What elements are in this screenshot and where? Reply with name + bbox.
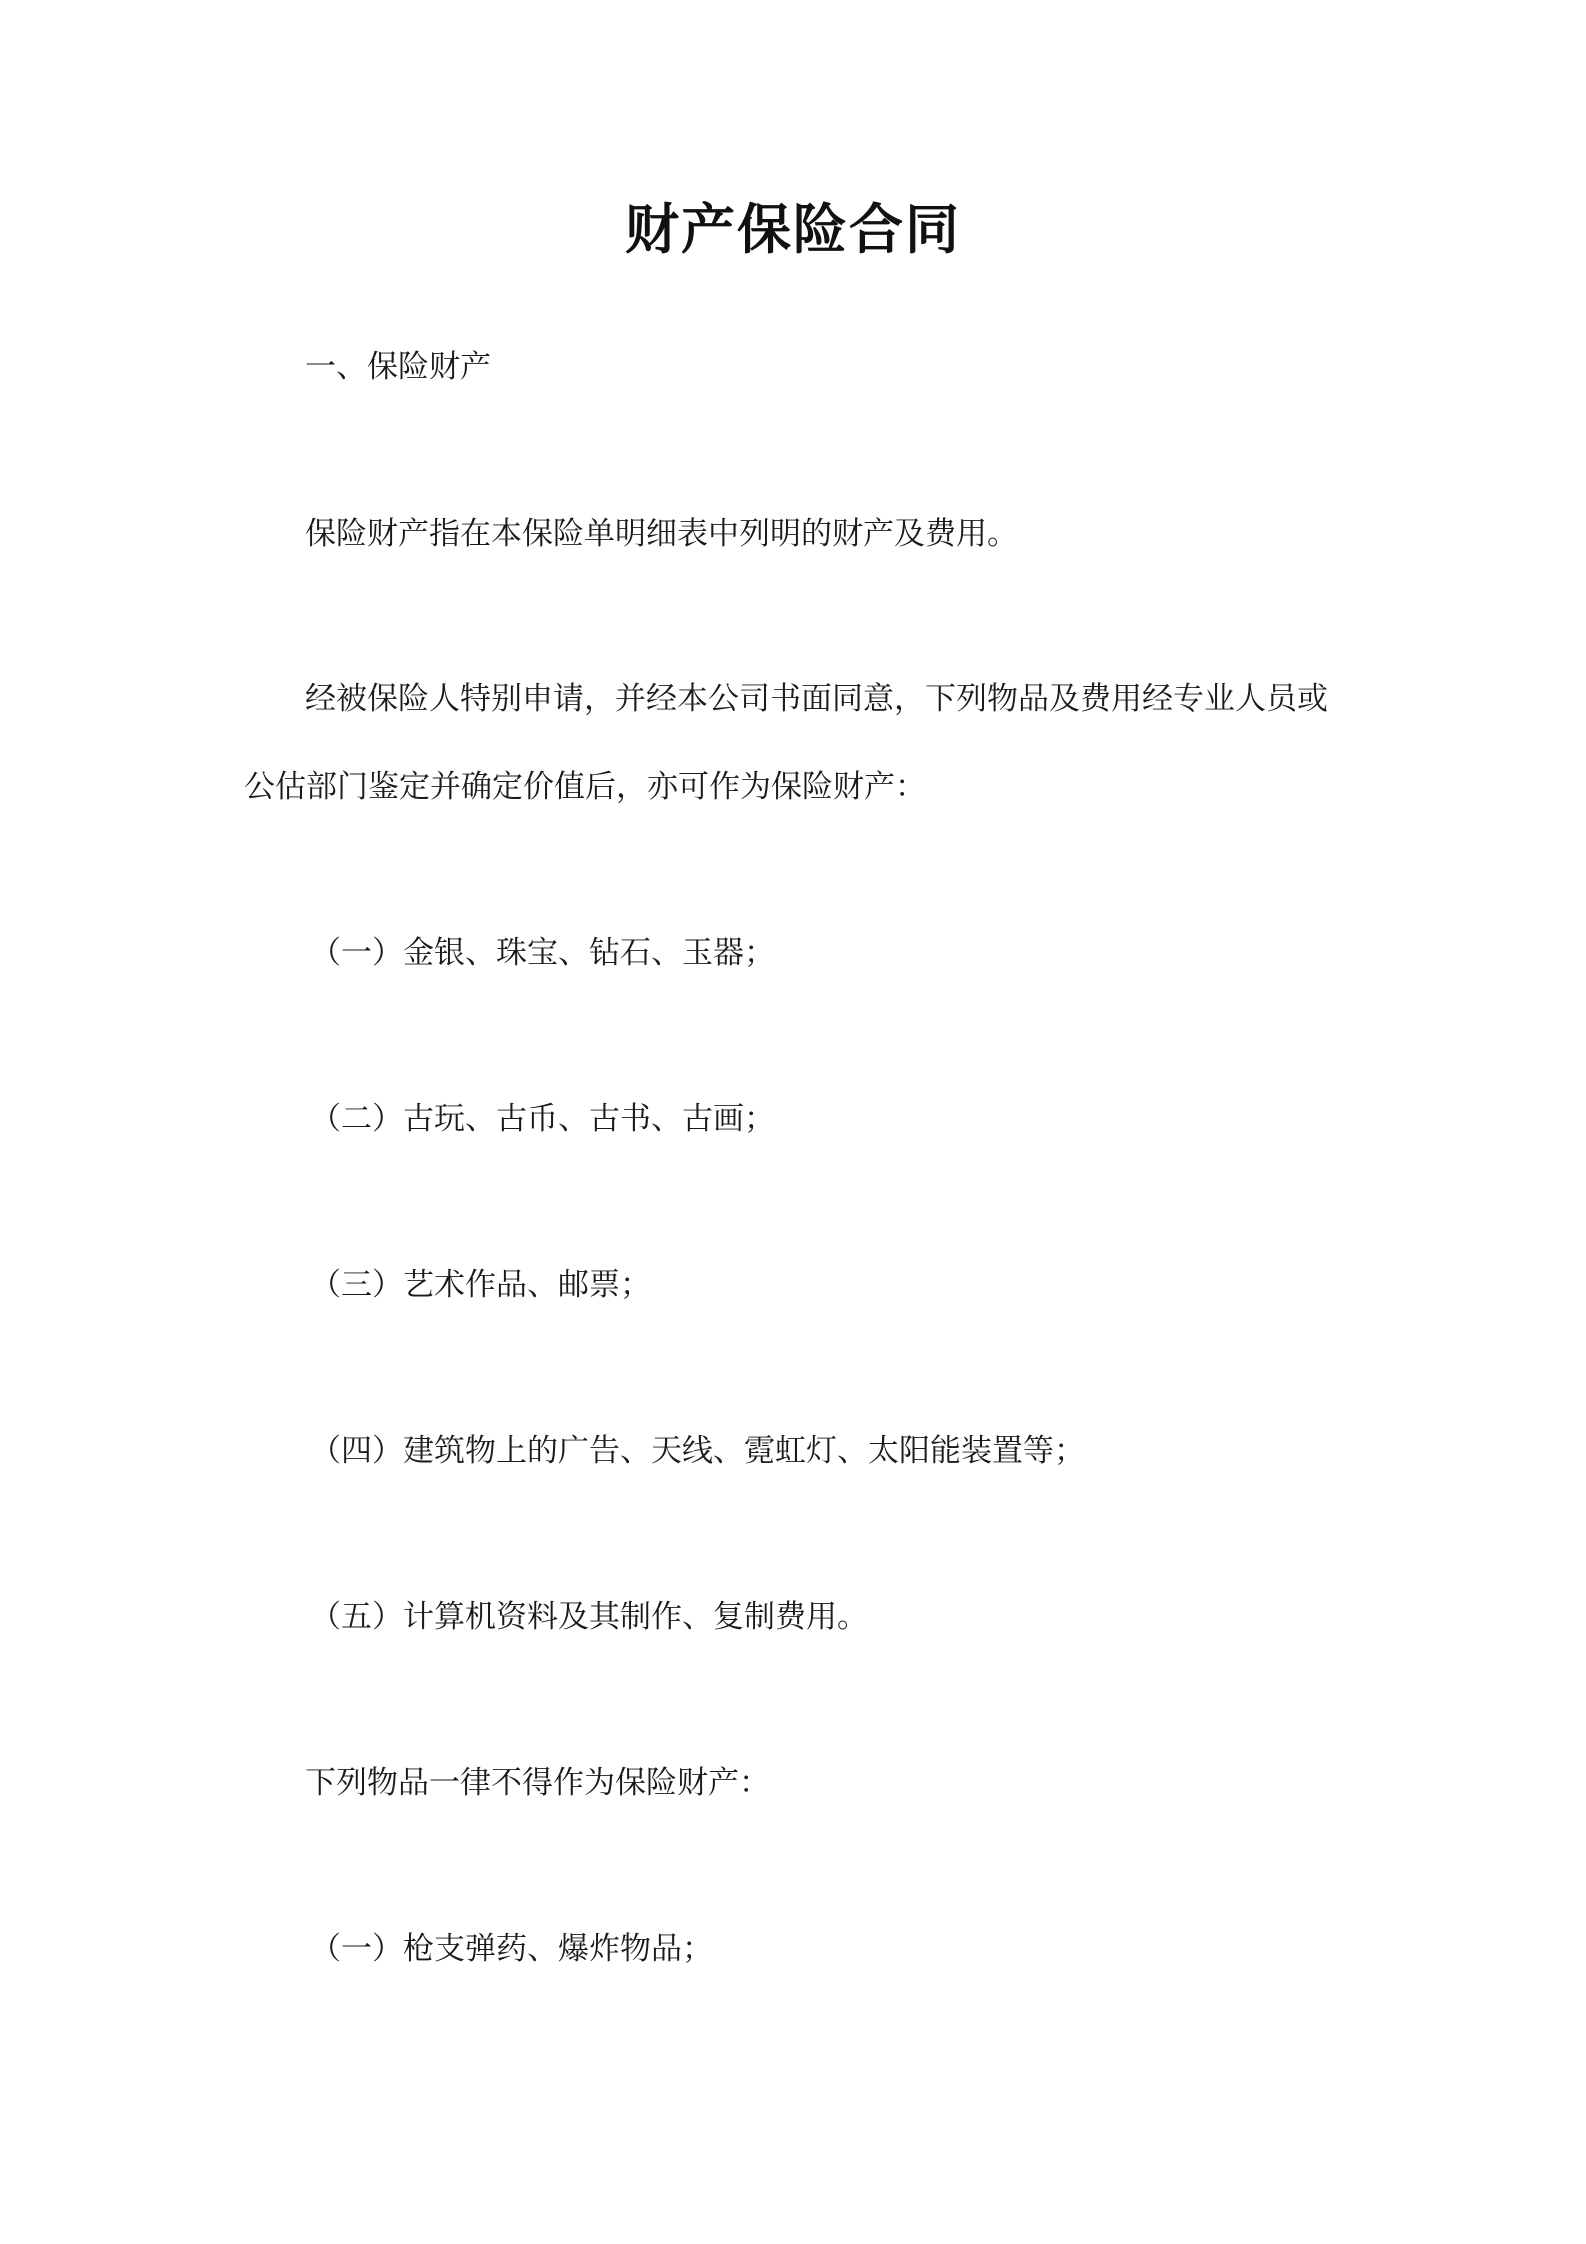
excluded-heading: 下列物品一律不得作为保险财产： <box>305 1765 770 1801</box>
special-item: （五）计算机资料及其制作、复制费用。 <box>310 1599 868 1635</box>
special-item: （一）金银、珠宝、钻石、玉器； <box>310 935 775 971</box>
section-heading: 一、保险财产 <box>305 349 491 385</box>
special-item: （三）艺术作品、邮票； <box>310 1267 651 1303</box>
special-item: （二）古玩、古币、古书、古画； <box>310 1101 775 1137</box>
document-title: 财产保险合同 <box>625 198 961 261</box>
paragraph-special-request-continued: 公估部门鉴定并确定价值后，亦可作为保险财产： <box>244 769 926 805</box>
paragraph-definition: 保险财产指在本保险单明细表中列明的财产及费用。 <box>305 516 1018 552</box>
special-item: （四）建筑物上的广告、天线、霓虹灯、太阳能装置等； <box>310 1433 1085 1469</box>
paragraph-special-request: 经被保险人特别申请，并经本公司书面同意，下列物品及费用经专业人员或 <box>305 681 1328 717</box>
excluded-item: （一）枪支弹药、爆炸物品； <box>310 1931 713 1967</box>
